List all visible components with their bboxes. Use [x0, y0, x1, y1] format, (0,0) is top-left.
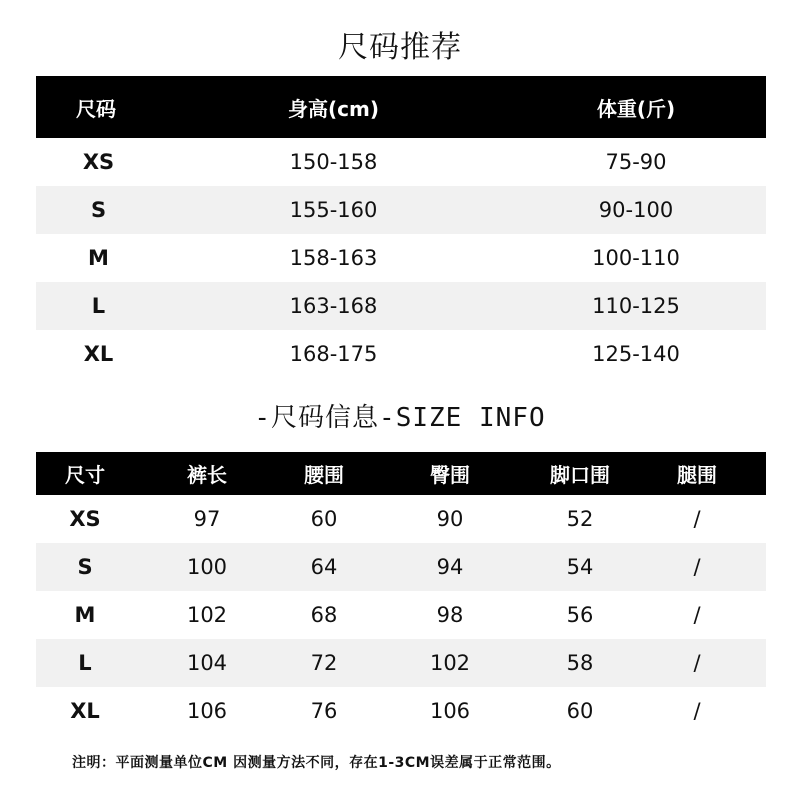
table-row: [36, 186, 766, 234]
cell-size: XL: [83, 342, 114, 366]
cell-size: M: [74, 603, 96, 627]
cell-hem: 60: [566, 699, 594, 723]
header-weight: 体重(斤): [506, 76, 766, 138]
table-row: [36, 687, 766, 735]
cell-height: 168-175: [289, 342, 378, 366]
cell-hem: 52: [566, 507, 594, 531]
cell-waist: 64: [280, 543, 368, 591]
header-size: 尺寸: [36, 452, 134, 495]
table-row: [36, 495, 766, 543]
cell-thigh: /: [693, 699, 701, 723]
cell-weight: 100-110: [592, 246, 680, 270]
cell-hip: 106: [429, 699, 471, 723]
cell-weight: 90-100: [506, 186, 766, 234]
cell-hem: 56: [566, 603, 594, 627]
cell-weight: 110-125: [506, 282, 766, 330]
table-header-row: [36, 452, 766, 495]
cell-size: S: [36, 543, 134, 591]
cell-size: XS: [69, 507, 101, 531]
cell-waist: 68: [310, 603, 338, 627]
cell-size: L: [36, 639, 134, 687]
measurement-note: 注明：平面测量单位CM 因测量方法不同，存在1-3CM误差属于正常范围。: [72, 755, 561, 771]
cell-height: 155-160: [161, 186, 506, 234]
header-pants-length: 裤长: [134, 452, 280, 495]
table-header-row: [36, 76, 766, 138]
header-height: 身高(cm): [161, 76, 506, 138]
cell-thigh: /: [693, 507, 701, 531]
cell-hip: 98: [436, 603, 464, 627]
cell-weight: 75-90: [605, 150, 667, 174]
table-row: [36, 234, 766, 282]
cell-height: 163-168: [161, 282, 506, 330]
header-thigh: 腿围: [628, 452, 766, 495]
cell-pants-length: 106: [186, 699, 228, 723]
header-size: 尺码: [36, 76, 161, 138]
size-info-table: [36, 452, 766, 735]
cell-size: S: [36, 186, 161, 234]
header-hip: 臀围: [368, 452, 532, 495]
cell-pants-length: 100: [134, 543, 280, 591]
cell-pants-length: 104: [134, 639, 280, 687]
cell-hem: 58: [532, 639, 628, 687]
cell-thigh: /: [693, 603, 701, 627]
cell-hip: 90: [436, 507, 464, 531]
cell-size: L: [36, 282, 161, 330]
table-row: [36, 282, 766, 330]
cell-size: XS: [82, 150, 115, 174]
cell-thigh: /: [628, 639, 766, 687]
size-info-title: -尺码信息-SIZE INFO: [254, 403, 546, 433]
cell-pants-length: 97: [193, 507, 221, 531]
cell-waist: 72: [280, 639, 368, 687]
cell-height: 150-158: [289, 150, 378, 174]
table-row: [36, 138, 766, 186]
cell-height: 158-163: [289, 246, 378, 270]
table-row: [36, 591, 766, 639]
size-recommendation-table: [36, 76, 766, 378]
table-row: [36, 330, 766, 378]
cell-hem: 54: [532, 543, 628, 591]
cell-size: M: [88, 246, 109, 270]
header-waist: 腰围: [280, 452, 368, 495]
table-row: [36, 639, 766, 687]
cell-pants-length: 102: [186, 603, 228, 627]
cell-size: XL: [70, 699, 100, 723]
cell-waist: 76: [310, 699, 338, 723]
size-recommendation-title: 尺码推荐: [338, 30, 462, 65]
cell-thigh: /: [628, 543, 766, 591]
cell-waist: 60: [310, 507, 338, 531]
header-hem: 脚口围: [532, 452, 628, 495]
cell-hip: 102: [368, 639, 532, 687]
cell-hip: 94: [368, 543, 532, 591]
cell-weight: 125-140: [592, 342, 680, 366]
table-row: [36, 543, 766, 591]
